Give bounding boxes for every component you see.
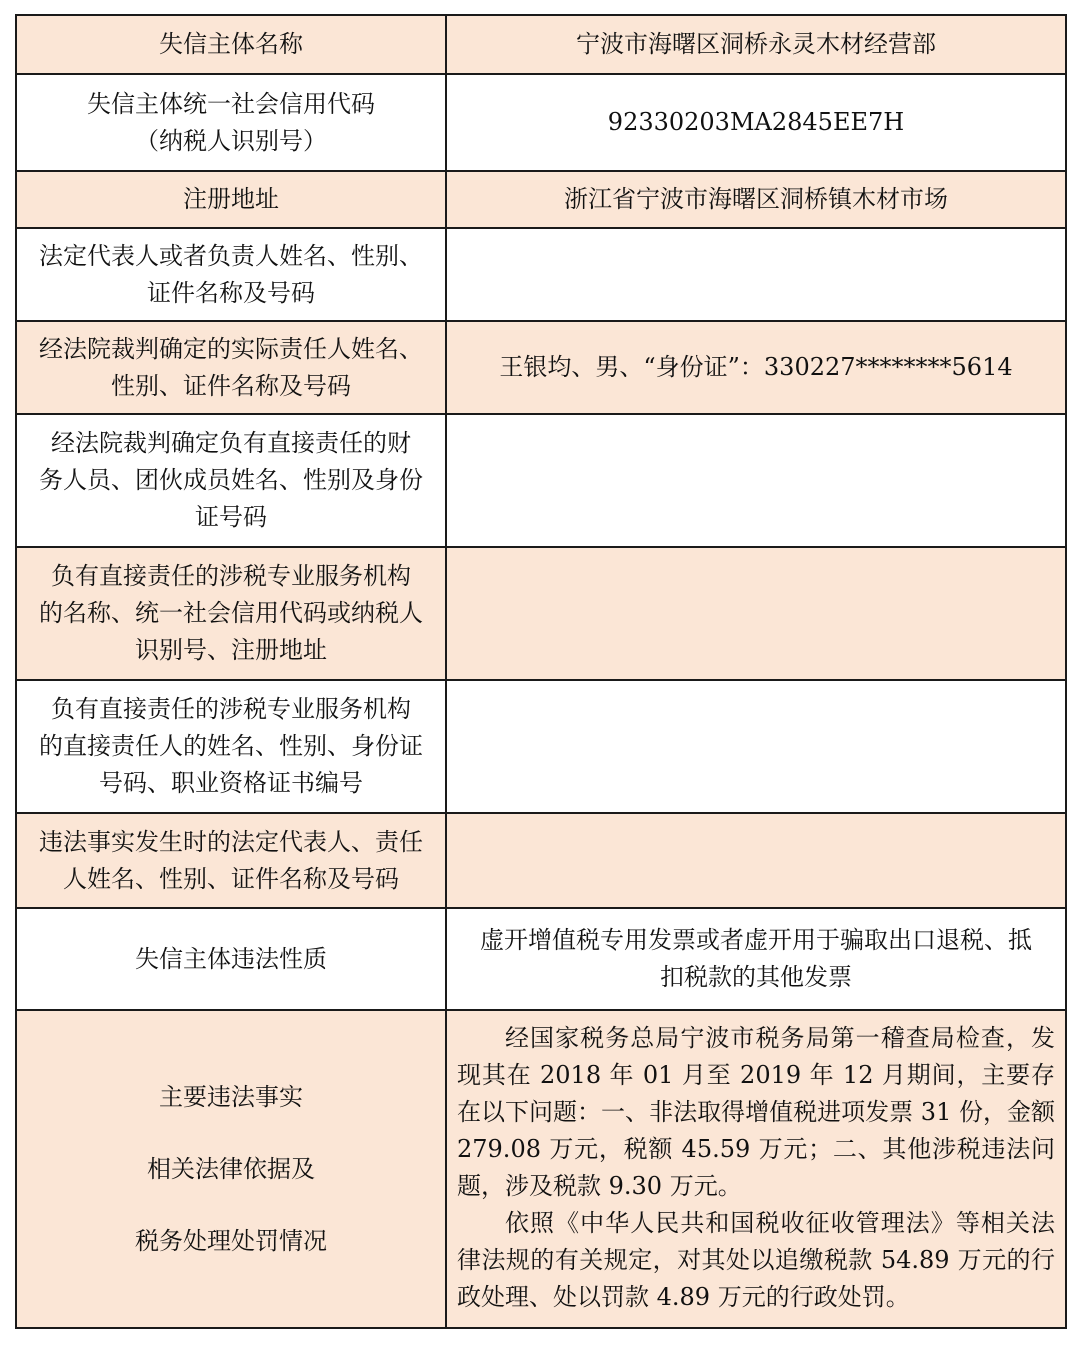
label-cell [16,15,446,74]
label-line: 的名称、统一社会信用代码或纳税人 [39,599,423,627]
label-cell [16,414,446,547]
row-violation-nature [16,908,1066,1010]
label-line: 违法事实发生时的法定代表人、责任 [39,827,423,856]
label-cell [16,813,446,908]
label-cell [16,228,446,321]
label-line: 注册地址 [183,185,279,213]
label-line: 负有直接责任的涉税专业服务机构 [51,695,411,723]
value-cell [446,15,1066,74]
label-line: 证号码 [195,503,267,531]
row-tax-agency [16,547,1066,680]
facts-cell [446,1010,1066,1328]
value-cell [446,547,1066,680]
label-line: 号码、职业资格证书编号 [99,769,363,797]
label-cell [16,171,446,228]
value-cell [446,171,1066,228]
label-line: 失信主体统一社会信用代码 [87,89,375,118]
label-line: 证件名称及号码 [147,278,315,307]
label-line: （纳税人识别号） [135,126,327,155]
label-line: 失信主体违法性质 [135,944,327,973]
label-line: 相关法律依据及 [147,1155,315,1183]
label-line: 法定代表人或者负责人姓名、性别、 [39,241,423,270]
label-cell [16,547,446,680]
label-cell [16,321,446,414]
label-line: 经法院裁判确定的实际责任人姓名、 [39,334,423,363]
row-credit-code [16,74,1066,171]
value-cell [446,813,1066,908]
label-cell [16,74,446,171]
label-cell [16,908,446,1010]
row-representative-at-violation [16,813,1066,908]
disclosure-table [15,14,1067,1329]
value-cell [446,74,1066,171]
label-line: 务人员、团伙成员姓名、性别及身份 [39,466,423,494]
label-cell [16,680,446,813]
value-line: 宁波市海曙区洞桥永灵木材经营部 [576,30,936,58]
row-registered-address [16,171,1066,228]
label-line: 人姓名、性别、证件名称及号码 [63,864,399,893]
row-actual-responsible-person [16,321,1066,414]
facts-paragraph: 经国家税务总局宁波市税务局第一稽查局检查，发现其在 2018 年 01 月至 2019 年 12 月期间，主要存在以下问题：一、非法取得增值税进项发票 31 份，金额 279.08 万元，税额 45.59 万元；二、其他涉税违法问题，涉及税款 9.30 万元。 [457,1024,1055,1200]
label-line: 失信主体名称 [159,30,303,58]
value-cell [446,228,1066,321]
row-legal-representative [16,228,1066,321]
row-agency-responsible-person [16,680,1066,813]
label-line: 的直接责任人的姓名、性别、身份证 [39,732,423,760]
value-cell [446,414,1066,547]
label-line: 负有直接责任的涉税专业服务机构 [51,562,411,590]
value-cell [446,908,1066,1010]
row-subject-name [16,15,1066,74]
label-line: 税务处理处罚情况 [135,1227,327,1255]
value-line: 王银均、男、“身份证”：330227********5614 [499,353,1013,381]
label-line: 主要违法事实 [159,1083,303,1111]
label-line: 经法院裁判确定负有直接责任的财 [51,429,411,457]
value-line: 92330203MA2845EE7H [607,108,905,136]
row-finance-staff [16,414,1066,547]
value-line: 扣税款的其他发票 [660,963,852,991]
value-line: 虚开增值税专用发票或者虚开用于骗取出口退税、抵 [480,926,1032,954]
row-main-facts [16,1010,1066,1328]
value-cell [446,321,1066,414]
value-cell [446,680,1066,813]
label-line: 识别号、注册地址 [135,636,327,664]
value-line: 浙江省宁波市海曙区洞桥镇木材市场 [564,185,948,213]
label-cell [16,1010,446,1328]
penalty-paragraph: 依照《中华人民共和国税收征收管理法》等相关法律法规的有关规定，对其处以追缴税款 54.89 万元的行政处理、处以罚款 4.89 万元的行政处罚。 [457,1209,1055,1311]
label-line: 性别、证件名称及号码 [111,371,351,400]
